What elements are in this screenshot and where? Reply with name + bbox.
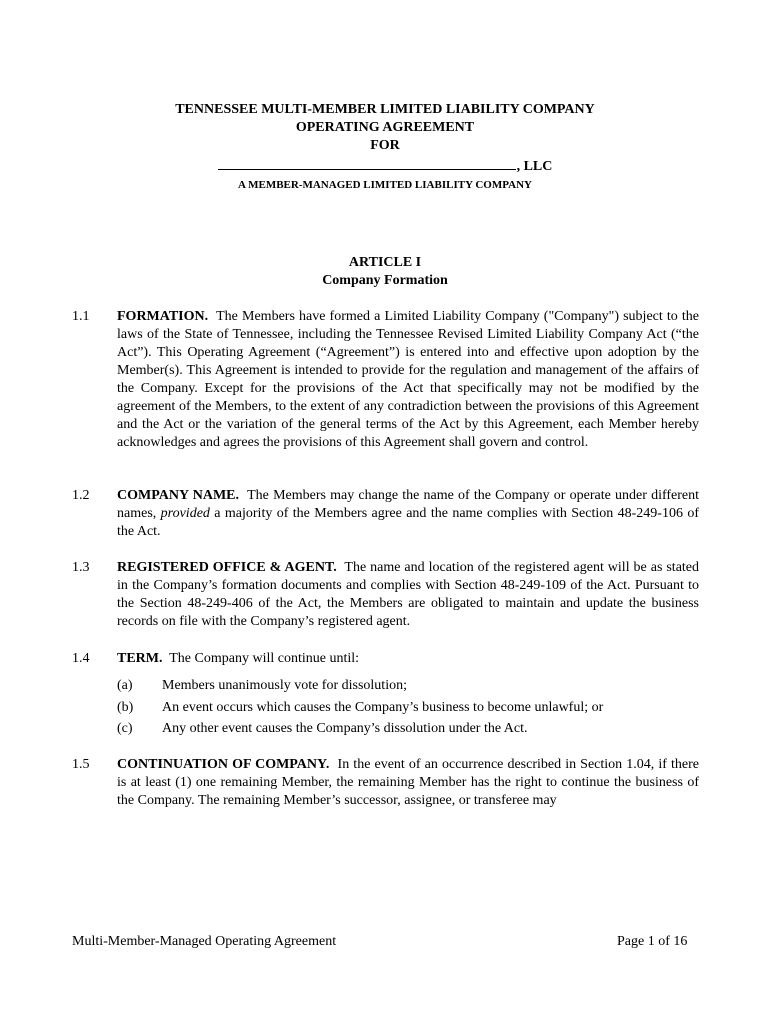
- list-item-text: Any other event causes the Company’s dissolution under the Act.: [162, 721, 528, 736]
- section-number: 1.3: [72, 560, 90, 575]
- list-item-text: Members unanimously vote for dissolution;: [162, 678, 407, 693]
- list-item-letter: (a): [117, 678, 133, 693]
- article-title: Company Formation: [322, 273, 448, 288]
- document-subtitle: A MEMBER-MANAGED LIMITED LIABILITY COMPANY: [238, 179, 532, 191]
- section-text-part-b: a majority of the Members agree and the name complies with Section 48-249-106 of the Act.: [117, 506, 699, 539]
- footer-document-name: Multi-Member-Managed Operating Agreement: [72, 934, 337, 949]
- title-line-2: OPERATING AGREEMENT: [295, 120, 475, 135]
- section-heading: CONTINUATION OF COMPANY.: [117, 757, 330, 772]
- list-item: [0, 697, 770, 719]
- section-text: In the event of an occurrence described in Section 1.04, if there is at least (1) one remaining Member, the remaining Member has the right to continue the business of the Company. The remaining Member’s successor, assignee, or transferee may: [117, 757, 699, 808]
- section-text-italic: provided: [160, 506, 210, 521]
- footer-page-number: Page 1 of 16: [617, 934, 688, 949]
- list-item: [0, 718, 770, 740]
- section-heading: REGISTERED OFFICE & AGENT.: [117, 560, 337, 575]
- section-text: The name and location of the registered agent will be as stated in the Company’s formation documents and complies with Section 48-249-109 of the Act. Pursuant to the Section 48-249-406 of the Act, the Members are obligated to maintain and update the business records on file with the Company’s registered agent.: [117, 560, 700, 629]
- section-body: [117, 559, 699, 631]
- section-body: [117, 756, 699, 810]
- company-name-line: [0, 155, 770, 176]
- llc-suffix: , LLC: [516, 159, 553, 174]
- title-line-1: TENNESSEE MULTI-MEMBER LIMITED LIABILITY COMPANY: [175, 102, 595, 117]
- list-item: [0, 675, 770, 697]
- title-line-3: FOR: [370, 138, 400, 153]
- term-conditions-list: [0, 675, 770, 740]
- section-text-part-a: The Members may change the name of the Company or operate under different names,: [117, 488, 700, 521]
- section-number: 1.1: [72, 309, 90, 324]
- section-heading: FORMATION.: [117, 309, 209, 324]
- section-body: [117, 650, 699, 668]
- list-item-letter: (b): [117, 699, 134, 715]
- article-number: ARTICLE I: [348, 255, 422, 270]
- list-item-letter: (c): [117, 721, 133, 736]
- section-number: 1.5: [72, 757, 90, 772]
- section-heading: TERM.: [117, 651, 163, 666]
- section-body: [117, 308, 699, 452]
- section-text: The Company will continue until:: [169, 651, 360, 666]
- section-number: 1.4: [72, 651, 90, 666]
- article-heading: [0, 254, 770, 290]
- section-body: [117, 487, 699, 541]
- document-title-block: [0, 101, 770, 192]
- list-item-text: An event occurs which causes the Company’s business to become unlawful; or: [162, 699, 604, 715]
- company-name-blank: [218, 155, 516, 170]
- section-text: The Members have formed a Limited Liability Company ("Company") subject to the laws of the State of Tennessee, including the Tennessee Revised Limited Liability Company Act (“the Act”). This Operating Agreement (“Agreement”) is entered into and effective upon adoption by the Member(s). This Agreement is intended to provide for the regulation and management of the affairs of the Company. Except for the provisions of the Act that specifically may not be modified by the agreement of the Members, to the extent of any contradiction between the provisions of this Agreement and the Act or the variation of the general terms of the Act by this Agreement, each Member hereby acknowledges and agrees the provisions of this Agreement shall govern and control.: [117, 309, 699, 450]
- section-heading: COMPANY NAME.: [117, 488, 239, 503]
- section-number: 1.2: [72, 488, 90, 503]
